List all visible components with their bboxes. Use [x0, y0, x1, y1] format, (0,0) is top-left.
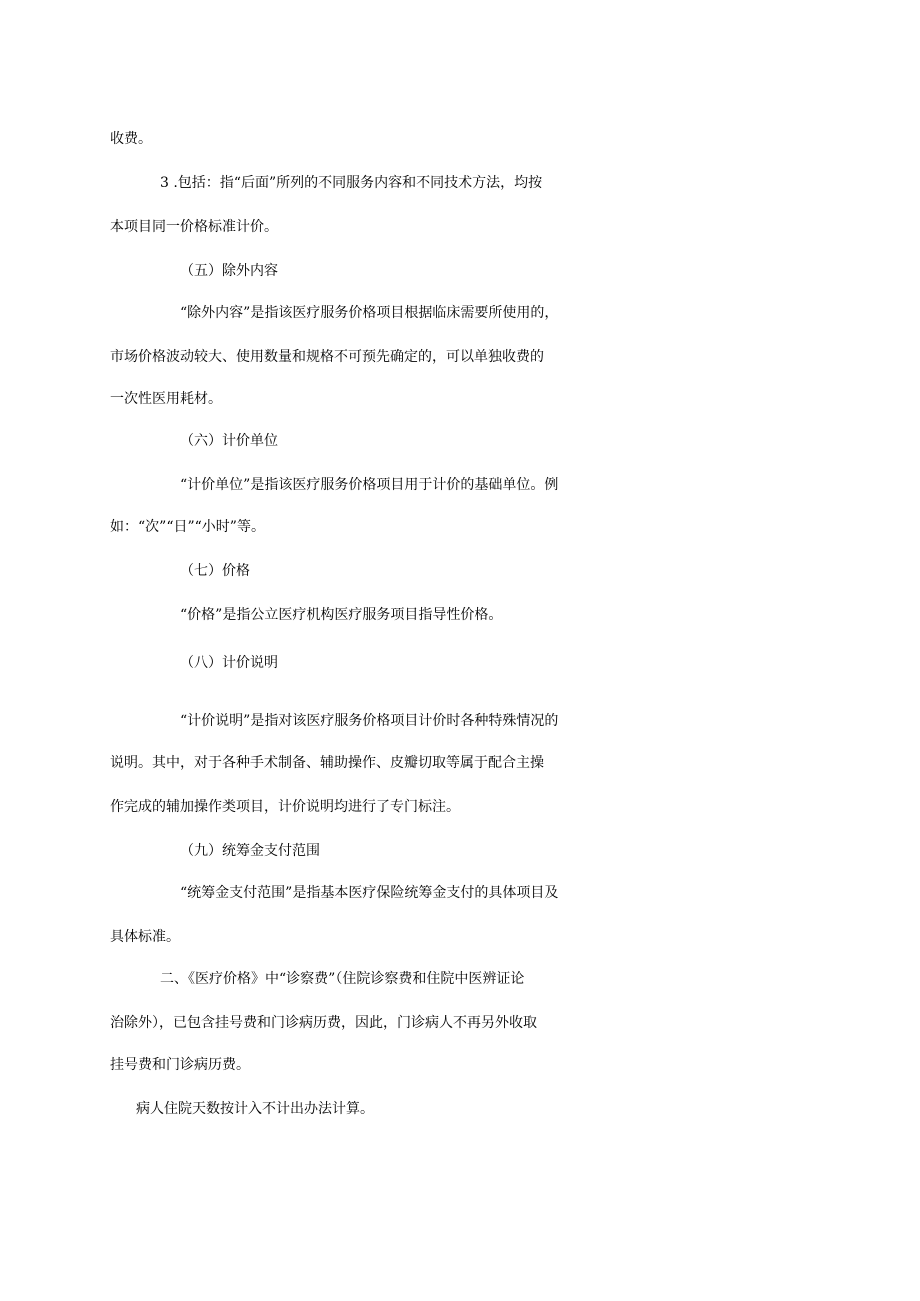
text-line: 市场价格波动较大、使用数量和规格不可预先确定的，可以单独收费的 [110, 349, 544, 365]
text-line: 收费。 [110, 131, 152, 147]
text-line: 病人住院天数按计入不计出办法计算。 [136, 1101, 374, 1117]
section-heading: （五）除外内容 [180, 263, 278, 279]
text-line: “除外内容”是指该医疗服务价格项目根据临床需要所使用的， [180, 305, 559, 321]
text-line: 治除外），已包含挂号费和门诊病历费，因此，门诊病人不再另外收取 [110, 1015, 537, 1031]
text-line: 如：“次”“日”“小时”等。 [110, 519, 265, 535]
text-line: 本项目同一价格标准计价。 [110, 219, 278, 235]
text-line: “统筹金支付范围”是指基本医疗保险统筹金支付的具体项目及 [180, 885, 559, 901]
text-line: “计价单位”是指该医疗服务价格项目用于计价的基础单位。例 [180, 477, 559, 493]
section-heading: （六）计价单位 [180, 433, 278, 449]
section-heading: （八）计价说明 [180, 655, 278, 671]
text-line: 具体标准。 [110, 929, 180, 945]
text-line: 作完成的辅加操作类项目，计价说明均进行了专门标注。 [110, 799, 460, 815]
text-line: “计价说明”是指对该医疗服务价格项目计价时各种特殊情况的 [180, 713, 559, 729]
section-heading: （九）统筹金支付范围 [180, 843, 320, 859]
text-line: 3 .包括：指“后面”所列的不同服务内容和不同技术方法，均按 [160, 175, 543, 191]
text-line: “价格”是指公立医疗机构医疗服务项目指导性价格。 [180, 607, 503, 623]
text-line: 说明。其中，对于各种手术制备、辅助操作、皮瓣切取等属于配合主操 [110, 755, 544, 771]
section-heading: （七）价格 [180, 563, 250, 579]
text-line: 二、《医疗价格》中“诊察费”（住院诊察费和住院中医辨证论 [160, 971, 525, 987]
text-line: 一次性医用耗材。 [110, 391, 222, 407]
text-line: 挂号费和门诊病历费。 [110, 1057, 250, 1073]
